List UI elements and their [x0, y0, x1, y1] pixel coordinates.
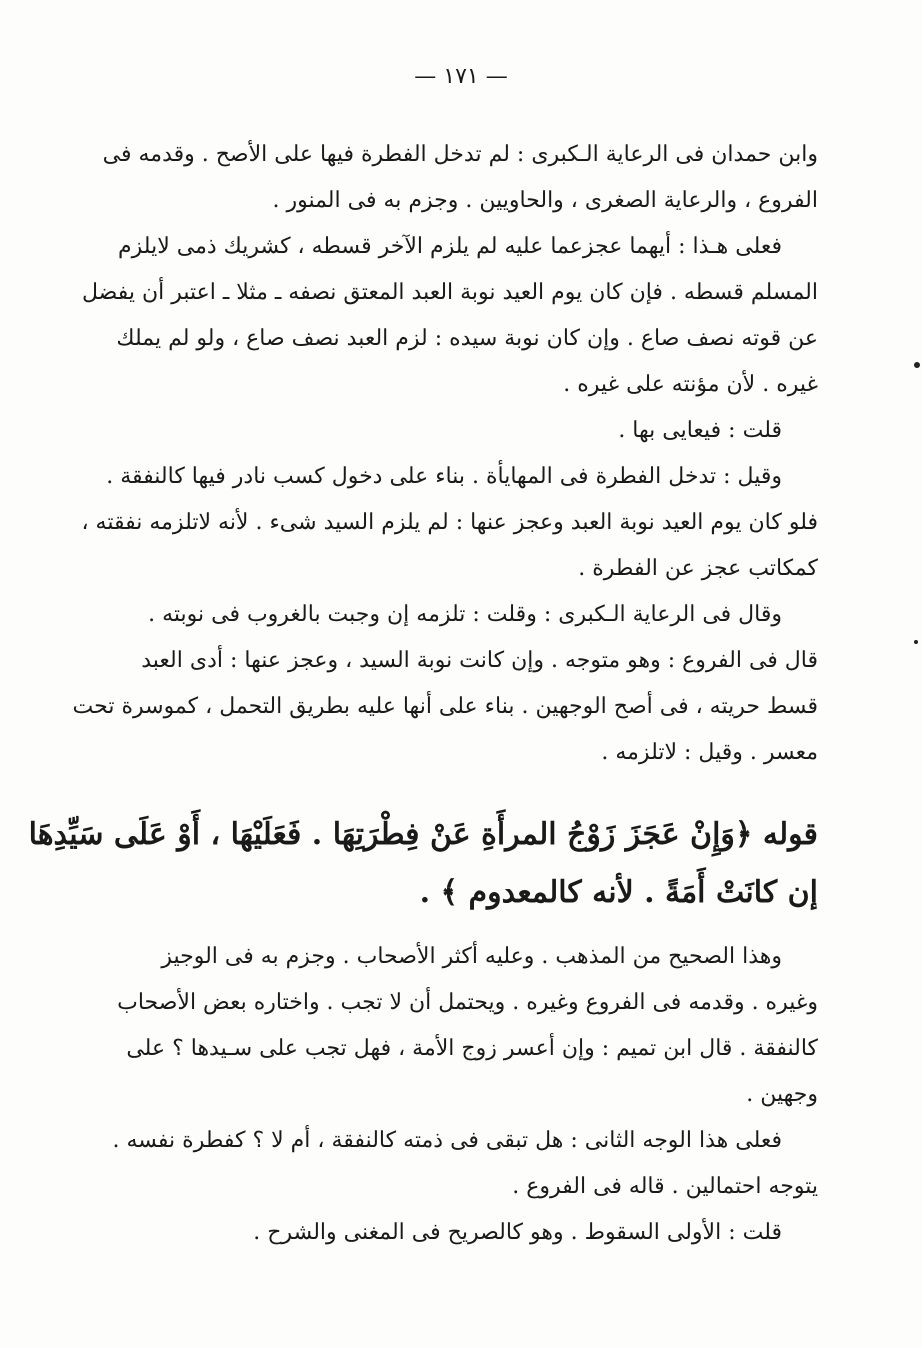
- commentary-text-top: [72, 132, 818, 776]
- text-line: وقيل : تدخل الفطرة فى المهايأة . بناء على دخول كسب نادر فيها كالنفقة .: [106, 464, 782, 489]
- text-line: فلو كان يوم العيد نوبة العبد وعجز عنها : لم يلزم السيد شىء . لأنه لاتلزمه نفقته ،: [81, 510, 818, 535]
- text-line: وغيره . وقدمه فى الفروع وغيره . ويحتمل أن لا تجب . واختاره بعض الأصحاب: [117, 990, 818, 1015]
- text-line: الفروع ، والرعاية الصغرى ، والحاويين . وجزم به فى المنور .: [272, 188, 818, 213]
- margin-mark: [914, 640, 918, 644]
- commentary-text-bottom: [112, 934, 818, 1256]
- text-line: قلت : فيعايى بها .: [618, 418, 782, 443]
- text-line: وابن حمدان فى الرعاية الـكبرى : لم تدخل الفطرة فيها على الأصح . وقدمه فى: [102, 142, 818, 167]
- margin-mark: [914, 362, 920, 368]
- quote-line: إن كانَتْ أَمَةً . لأنه كالمعدوم ﴾ .: [419, 875, 818, 910]
- text-line: كمكاتب عجز عن الفطرة .: [578, 556, 818, 581]
- text-line: فعلى هـذا : أيهما عجزعما عليه لم يلزم الآخر قسطه ، كشريك ذمى لايلزم: [118, 234, 782, 259]
- text-line: قال فى الفروع : وهو متوجه . وإن كانت نوبة السيد ، وعجز عنها : أدى العبد: [141, 648, 818, 673]
- matn-quote: [28, 806, 818, 922]
- text-line: وهذا الصحيح من المذهب . وعليه أكثر الأصحاب . وجزم به فى الوجيز: [161, 944, 782, 969]
- page-number: — ١٧١ —: [414, 64, 508, 89]
- text-line: يتوجه احتمالين . قاله فى الفروع .: [512, 1174, 818, 1199]
- text-line: معسر . وقيل : لاتلزمه .: [601, 740, 818, 765]
- text-line: غيره . لأن مؤنته على غيره .: [563, 372, 818, 397]
- text-line: كالنفقة . قال ابن تميم : وإن أعسر زوج الأمة ، فهل تجب على سـيدها ؟ على: [126, 1036, 818, 1061]
- text-line: المسلم قسطه . فإن كان يوم العيد نوبة العبد المعتق نصفه ـ مثلا ـ اعتبر أن يفضل: [81, 280, 818, 305]
- text-line: قسط حريته ، فى أصح الوجهين . بناء على أنها عليه بطريق التحمل ، كموسرة تحت: [72, 694, 818, 719]
- text-line: قلت : الأولى السقوط . وهو كالصريح فى المغنى والشرح .: [253, 1220, 782, 1245]
- text-line: فعلى هذا الوجه الثانى : هل تبقى فى ذمته كالنفقة ، أم لا ؟ كفطرة نفسه .: [112, 1128, 782, 1153]
- quote-line: قوله ﴿وَإِنْ عَجَزَ زَوْجُ المرأَةِ عَنْ فِطْرَتِهَا . فَعَلَيْهَا ، أَوْ عَلَى سَيِّدِهَا: [28, 817, 818, 852]
- text-line: وجهين .: [746, 1082, 818, 1107]
- text-line: عن قوته نصف صاع . وإن كان نوبة سيده : لزم العبد نصف صاع ، ولو لم يملك: [116, 326, 818, 351]
- text-line: وقال فى الرعاية الـكبرى : وقلت : تلزمه إن وجبت بالغروب فى نوبته .: [148, 602, 782, 627]
